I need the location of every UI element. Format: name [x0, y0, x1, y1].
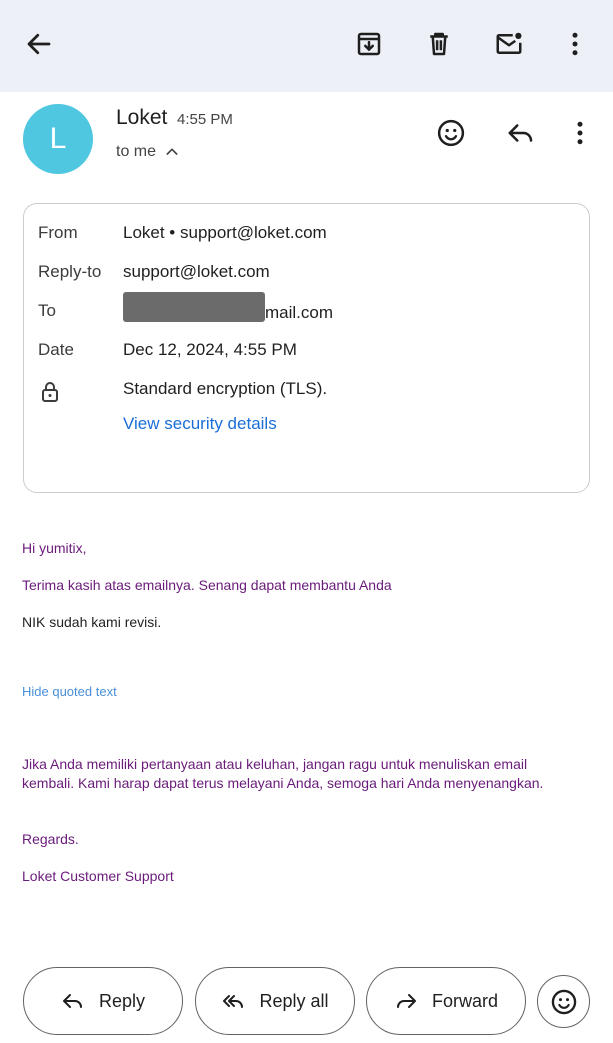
regards: Regards.	[22, 831, 79, 847]
recipient-toggle[interactable]	[116, 143, 180, 161]
sender-time: 4:55 PM	[177, 111, 233, 128]
reply-icon	[61, 989, 85, 1013]
avatar[interactable]: L	[23, 104, 93, 174]
reply-button[interactable]	[23, 967, 183, 1035]
arrow-left-icon[interactable]	[21, 26, 57, 62]
emoji-icon	[550, 988, 578, 1016]
trash-icon[interactable]	[421, 26, 457, 62]
greeting: Hi yumitix,	[22, 540, 87, 556]
body-paragraph: Jika Anda memiliki pertanyaan atau keluhan, jangan ragu untuk menuliskan email kembali. Kami harap dapat terus melayani Anda, semoga hari Anda menyenangkan.	[22, 756, 544, 791]
reply-to-label: Reply-to	[38, 262, 102, 281]
from-value: Loket • support@loket.com	[123, 223, 327, 242]
redacted-email-block	[123, 292, 265, 322]
forward-button[interactable]	[366, 967, 526, 1035]
to-value	[123, 294, 333, 324]
sender-name: Loket	[116, 106, 168, 129]
reply-to-value: support@loket.com	[123, 262, 270, 281]
signature: Loket Customer Support	[22, 868, 174, 884]
body-line-1: Terima kasih atas emailnya. Senang dapat membantu Anda	[22, 577, 392, 593]
forward-label: Forward	[431, 990, 498, 1011]
from-label: From	[38, 223, 78, 242]
recipient-label: to me	[116, 143, 157, 160]
archive-icon[interactable]	[351, 26, 387, 62]
more-vert-icon[interactable]	[562, 115, 598, 151]
body-line-2: NIK sudah kami revisi.	[22, 614, 162, 630]
to-label: To	[38, 301, 56, 320]
view-security-details-link[interactable]: View security details	[123, 414, 277, 433]
more-vert-icon[interactable]	[557, 26, 593, 62]
forward-icon	[394, 989, 418, 1013]
to-value-suffix: mail.com	[265, 303, 334, 323]
reply-all-button[interactable]	[195, 967, 355, 1035]
reply-label: Reply	[98, 990, 146, 1011]
message-details-card	[23, 203, 590, 493]
reply-all-label: Reply all	[259, 990, 329, 1011]
reply-icon[interactable]	[503, 115, 539, 151]
mail-unread-icon[interactable]	[491, 26, 527, 62]
hide-quoted-text-link[interactable]: Hide quoted text	[22, 684, 117, 699]
date-value: Dec 12, 2024, 4:55 PM	[123, 340, 297, 359]
chevron-up-icon	[164, 144, 180, 160]
top-app-bar	[0, 0, 613, 92]
emoji-reaction-icon[interactable]	[433, 115, 469, 151]
date-label: Date	[38, 340, 74, 359]
reply-all-icon	[221, 989, 245, 1013]
emoji-reaction-button[interactable]	[537, 975, 590, 1028]
lock-icon	[38, 380, 62, 404]
encryption-value: Standard encryption (TLS).	[123, 379, 328, 398]
